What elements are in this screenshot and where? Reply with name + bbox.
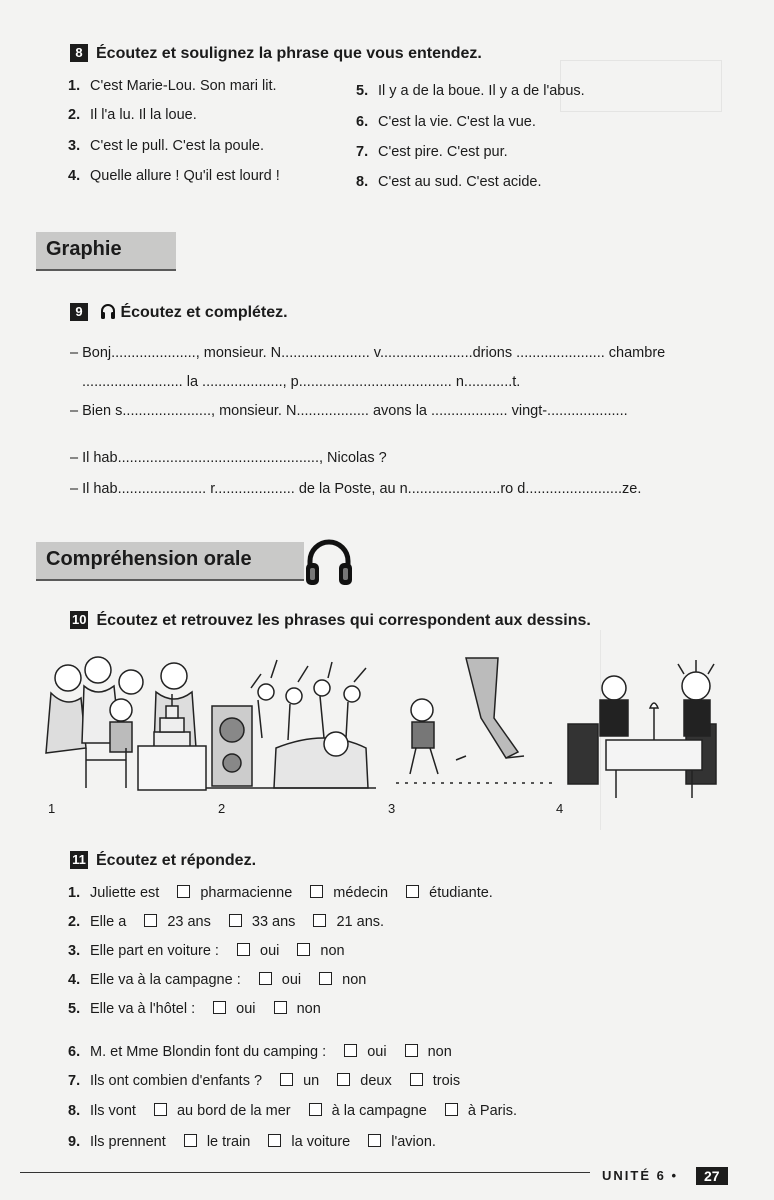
question-number: 9. (68, 1134, 81, 1150)
checkbox[interactable] (154, 1103, 167, 1116)
question-text: M. et Mme Blondin font du camping : (90, 1044, 327, 1060)
ex11-title-text: Écoutez et répondez. (96, 852, 257, 869)
option-label: oui (367, 1044, 387, 1060)
question-row (68, 972, 366, 988)
question-number: 1. (68, 885, 81, 901)
list-item (356, 174, 542, 190)
question-number: 8. (68, 1103, 81, 1119)
option-label: non (320, 943, 345, 959)
question-row (68, 1073, 460, 1089)
question-row (68, 1044, 452, 1060)
option-label: la voiture (291, 1134, 351, 1150)
question-row (68, 885, 493, 901)
item-number: 2. (68, 107, 81, 123)
item-number: 3. (68, 138, 81, 154)
question-row (68, 914, 384, 930)
checkbox[interactable] (259, 972, 272, 985)
ex8-title-text: Écoutez et soulignez la phrase que vous entendez. (96, 45, 482, 62)
option-label: à la campagne (331, 1103, 427, 1119)
checkbox[interactable] (405, 1044, 418, 1057)
headphones-icon (100, 303, 116, 325)
checkbox[interactable] (213, 1001, 226, 1014)
item-text: Il l'a lu. Il la loue. (90, 107, 197, 123)
checkbox[interactable] (297, 943, 310, 956)
ex9-title-text: Écoutez et complétez. (120, 304, 288, 321)
ex9-title (70, 303, 288, 325)
fill-in-line: – Bien s......................, monsieur. N.................. avons la ................... vingt-.................... (70, 403, 628, 419)
question-row (68, 1001, 321, 1017)
question-text: Elle part en voiture : (90, 943, 219, 959)
item-number: 1. (68, 78, 81, 94)
question-row (68, 1103, 517, 1119)
drawing-caption: 4 (556, 801, 564, 816)
option-label: oui (281, 972, 302, 988)
question-text: Elle va à l'hôtel : (90, 1001, 196, 1017)
question-text: Elle va à la campagne : (90, 972, 241, 988)
list-item (356, 144, 508, 160)
fill-in-line: – Il hab...................... r.................... de la Poste, au n.......................ro d........................ze. (70, 481, 642, 497)
checkbox[interactable] (177, 885, 190, 898)
ex10-title (70, 611, 591, 630)
question-row (68, 1134, 436, 1150)
item-text: C'est au sud. C'est acide. (378, 174, 542, 190)
drawing-caption: 3 (388, 801, 396, 816)
checkbox[interactable] (368, 1134, 381, 1147)
option-label: trois (432, 1073, 461, 1089)
item-text: C'est pire. C'est pur. (378, 144, 508, 160)
item-text: C'est la vie. C'est la vue. (378, 114, 536, 130)
drawing-walking (396, 658, 556, 783)
item-number: 6. (356, 114, 369, 130)
option-label: oui (236, 1001, 256, 1017)
option-label: 23 ans (167, 914, 211, 930)
fill-in-line: – Il hab.................................................., Nicolas ? (70, 450, 387, 466)
option-label: un (303, 1073, 320, 1089)
fill-in-line: ......................... la ...................., p...................................... n............t. (82, 374, 521, 390)
ex11-number: 11 (70, 851, 88, 869)
checkbox[interactable] (237, 943, 250, 956)
checkbox[interactable] (319, 972, 332, 985)
item-number: 4. (68, 168, 81, 184)
drawing-restaurant (568, 660, 716, 798)
checkbox[interactable] (280, 1073, 293, 1086)
option-label: non (427, 1044, 452, 1060)
question-number: 5. (68, 1001, 81, 1017)
option-label: 21 ans. (336, 914, 385, 930)
ex8-number: 8 (70, 44, 88, 62)
checkbox[interactable] (184, 1134, 197, 1147)
item-text: C'est Marie-Lou. Son mari lit. (90, 78, 277, 94)
checkbox[interactable] (344, 1044, 357, 1057)
headphones-icon (304, 535, 354, 592)
item-text: Quelle allure ! Qu'il est lourd ! (90, 168, 280, 184)
question-row (68, 943, 345, 959)
ex8-title (70, 44, 482, 63)
section-title-graphie: Graphie (36, 232, 176, 271)
fill-in-line: – Bonj....................., monsieur. N...................... v.......................drions ...................... chambre (70, 345, 666, 361)
question-text: Elle a (90, 914, 127, 930)
drawing-caption: 1 (48, 801, 56, 816)
list-item (68, 107, 197, 123)
item-text: Il y a de la boue. Il y a de l'abus. (378, 83, 585, 99)
question-number: 2. (68, 914, 81, 930)
unit-label: UNITÉ 6 • (602, 1168, 679, 1183)
ex10-title-text: Écoutez et retrouvez les phrases qui correspondent aux dessins. (96, 612, 591, 629)
footer-rule (20, 1172, 590, 1173)
option-label: non (296, 1001, 321, 1017)
checkbox[interactable] (229, 914, 242, 927)
question-text: Ils prennent (90, 1134, 166, 1150)
list-item (356, 114, 536, 130)
checkbox[interactable] (406, 885, 419, 898)
section-title-comprehension-orale: Compréhension orale (36, 542, 304, 581)
option-label: le train (206, 1134, 251, 1150)
option-label: l'avion. (391, 1134, 436, 1150)
question-number: 4. (68, 972, 81, 988)
item-number: 5. (356, 83, 369, 99)
list-item (68, 168, 280, 184)
question-number: 6. (68, 1044, 81, 1060)
question-number: 7. (68, 1073, 81, 1089)
checkbox[interactable] (144, 914, 157, 927)
option-label: pharmacienne (200, 885, 293, 901)
drawing-birthday-party (46, 657, 206, 790)
list-item (68, 138, 264, 154)
list-item (68, 78, 277, 94)
checkbox[interactable] (268, 1134, 281, 1147)
item-number: 8. (356, 174, 369, 190)
item-number: 7. (356, 144, 369, 160)
page-number: 27 (696, 1167, 728, 1185)
ex10-number: 10 (72, 612, 87, 627)
option-label: 33 ans (251, 914, 296, 930)
option-label: médecin (333, 885, 389, 901)
question-number: 3. (68, 943, 81, 959)
checkbox[interactable] (309, 1103, 322, 1116)
checkbox[interactable] (410, 1073, 423, 1086)
checkbox[interactable] (313, 914, 326, 927)
checkbox[interactable] (445, 1103, 458, 1116)
question-text: Ils ont combien d'enfants ? (90, 1073, 263, 1089)
drawing-caption: 2 (218, 801, 226, 816)
question-text: Ils vont (90, 1103, 136, 1119)
illustration-strip (36, 648, 736, 808)
option-label: étudiante. (429, 885, 493, 901)
item-text: C'est le pull. C'est la poule. (90, 138, 264, 154)
checkbox[interactable] (274, 1001, 287, 1014)
checkbox[interactable] (310, 885, 323, 898)
drawing-loud-music (206, 660, 376, 788)
option-label: au bord de la mer (176, 1103, 291, 1119)
option-label: à Paris. (467, 1103, 517, 1119)
list-item (356, 83, 585, 99)
ex9-number: 9 (70, 303, 88, 321)
checkbox[interactable] (337, 1073, 350, 1086)
ex11-title (70, 851, 256, 870)
option-label: deux (360, 1073, 392, 1089)
option-label: non (342, 972, 367, 988)
question-text: Juliette est (90, 885, 160, 901)
option-label: oui (260, 943, 280, 959)
